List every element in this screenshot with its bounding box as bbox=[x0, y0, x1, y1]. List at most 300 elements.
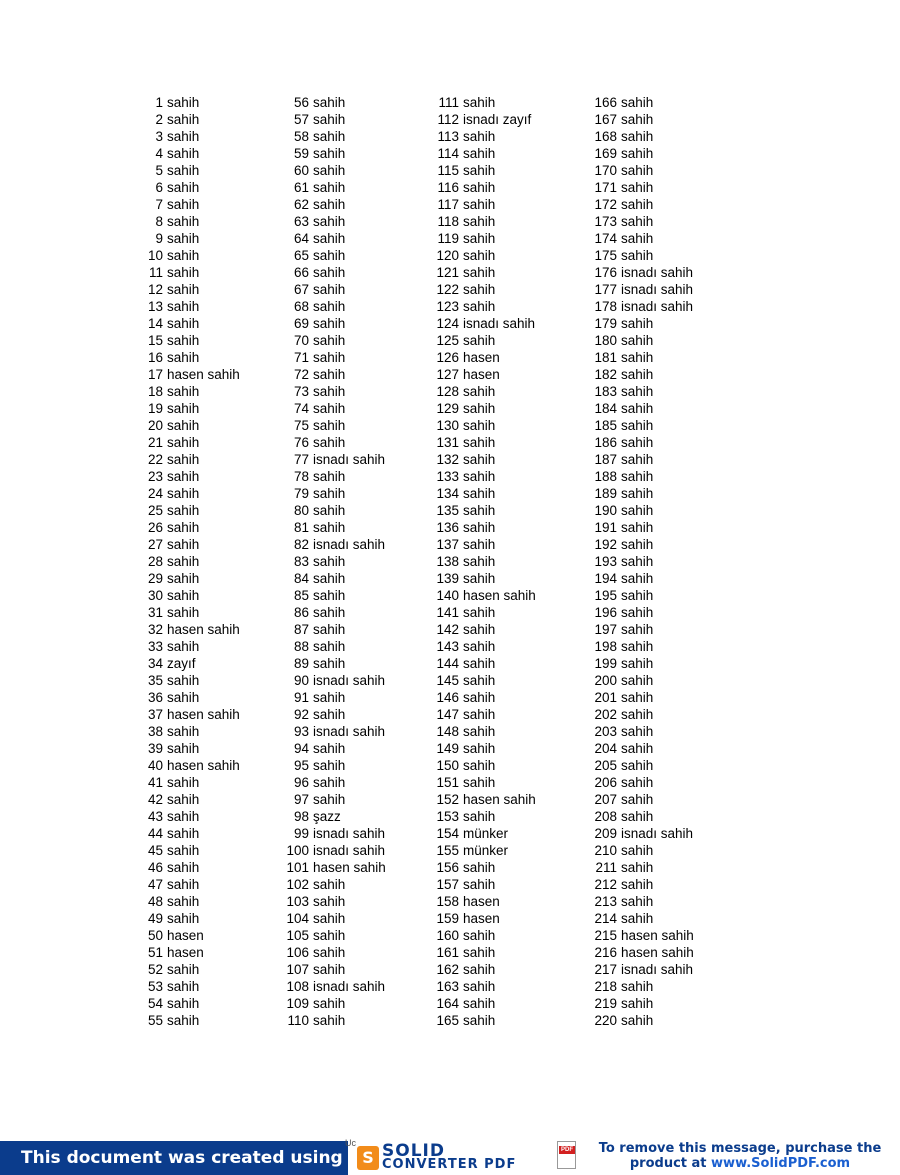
hadith-number: 90 bbox=[293, 673, 309, 688]
hadith-number: 64 bbox=[293, 231, 309, 246]
list-item bbox=[139, 961, 240, 978]
hadith-number: 6 bbox=[155, 180, 163, 195]
hadith-grade: sahih bbox=[463, 231, 496, 246]
list-item bbox=[431, 332, 536, 349]
hadith-number: 97 bbox=[293, 792, 309, 807]
hadith-grade: isnadı sahih bbox=[313, 826, 386, 841]
hadith-grade: sahih bbox=[463, 537, 496, 552]
list-item bbox=[139, 672, 240, 689]
list-item bbox=[139, 213, 240, 230]
hadith-number: 213 bbox=[594, 894, 617, 909]
hadith-number: 214 bbox=[594, 911, 617, 926]
hadith-number: 36 bbox=[147, 690, 163, 705]
hadith-number: 220 bbox=[594, 1013, 617, 1028]
hadith-grade: sahih bbox=[167, 503, 200, 518]
hadith-number: 203 bbox=[594, 724, 617, 739]
list-item bbox=[431, 536, 536, 553]
hadith-grade: isnadı sahih bbox=[621, 962, 694, 977]
hadith-number: 63 bbox=[293, 214, 309, 229]
list-item bbox=[139, 434, 240, 451]
list-item bbox=[282, 859, 386, 876]
hadith-grade: isnadı sahih bbox=[463, 316, 536, 331]
hadith-number: 40 bbox=[147, 758, 163, 773]
hadith-number: 181 bbox=[594, 350, 617, 365]
hadith-number: 17 bbox=[147, 367, 163, 382]
hadith-number: 177 bbox=[594, 282, 617, 297]
hadith-number: 107 bbox=[286, 962, 309, 977]
hadith-number: 206 bbox=[594, 775, 617, 790]
hadith-grade: sahih bbox=[167, 826, 200, 841]
list-item bbox=[590, 604, 694, 621]
list-item bbox=[282, 468, 386, 485]
list-item bbox=[590, 230, 694, 247]
list-item bbox=[431, 927, 536, 944]
hadith-number: 147 bbox=[436, 707, 459, 722]
hadith-number: 132 bbox=[436, 452, 459, 467]
hadith-number: 76 bbox=[293, 435, 309, 450]
list-item bbox=[282, 706, 386, 723]
hadith-grade: hasen bbox=[463, 367, 500, 382]
hadith-grade: sahih bbox=[463, 503, 496, 518]
hadith-grade: sahih bbox=[167, 690, 200, 705]
hadith-grade: sahih bbox=[621, 350, 654, 365]
list-item bbox=[282, 621, 386, 638]
hadith-grade: hasen bbox=[463, 350, 500, 365]
hadith-number: 79 bbox=[293, 486, 309, 501]
hadith-number: 98 bbox=[293, 809, 309, 824]
hadith-grade: sahih bbox=[313, 758, 346, 773]
list-item bbox=[282, 723, 386, 740]
hadith-number: 165 bbox=[436, 1013, 459, 1028]
list-item bbox=[139, 978, 240, 995]
list-item bbox=[282, 230, 386, 247]
hadith-number: 29 bbox=[147, 571, 163, 586]
hadith-number: 183 bbox=[594, 384, 617, 399]
hadith-grade: sahih bbox=[313, 146, 346, 161]
hadith-number: 199 bbox=[594, 656, 617, 671]
hadith-grade: sahih bbox=[463, 741, 496, 756]
hadith-number: 140 bbox=[436, 588, 459, 603]
hadith-number: 152 bbox=[436, 792, 459, 807]
list-item bbox=[282, 944, 386, 961]
hadith-number: 10 bbox=[147, 248, 163, 263]
hadith-grade: sahih bbox=[167, 775, 200, 790]
hadith-grade: sahih bbox=[463, 979, 496, 994]
hadith-number: 192 bbox=[594, 537, 617, 552]
list-item bbox=[590, 315, 694, 332]
hadith-grade: sahih bbox=[621, 401, 654, 416]
hadith-number: 12 bbox=[147, 282, 163, 297]
hadith-grade: sahih bbox=[463, 146, 496, 161]
hadith-number: 77 bbox=[293, 452, 309, 467]
hadith-number: 69 bbox=[293, 316, 309, 331]
hadith-grade: sahih bbox=[313, 435, 346, 450]
hadith-number: 169 bbox=[594, 146, 617, 161]
pdf-file-icon bbox=[557, 1141, 576, 1169]
hadith-number: 149 bbox=[436, 741, 459, 756]
hadith-number: 173 bbox=[594, 214, 617, 229]
hadith-grade: sahih bbox=[463, 605, 496, 620]
list-item bbox=[282, 842, 386, 859]
hadith-grade: sahih bbox=[167, 299, 200, 314]
hadith-number: 35 bbox=[147, 673, 163, 688]
hadith-number: 78 bbox=[293, 469, 309, 484]
hadith-grade: sahih bbox=[463, 520, 496, 535]
hadith-number: 66 bbox=[293, 265, 309, 280]
hadith-grade: sahih bbox=[621, 554, 654, 569]
solidpdf-link[interactable]: www.SolidPDF.com bbox=[711, 1156, 851, 1171]
hadith-number: 68 bbox=[293, 299, 309, 314]
hadith-number: 99 bbox=[293, 826, 309, 841]
hadith-grade: sahih bbox=[167, 843, 200, 858]
list-item bbox=[431, 196, 536, 213]
hadith-number: 52 bbox=[147, 962, 163, 977]
hadith-number: 166 bbox=[594, 95, 617, 110]
hadith-grade: sahih bbox=[313, 588, 346, 603]
hadith-number: 73 bbox=[293, 384, 309, 399]
hadith-number: 45 bbox=[147, 843, 163, 858]
list-item bbox=[139, 893, 240, 910]
hadith-grade: sahih bbox=[621, 860, 654, 875]
hadith-number: 145 bbox=[436, 673, 459, 688]
hadith-number: 67 bbox=[293, 282, 309, 297]
hadith-number: 126 bbox=[436, 350, 459, 365]
hadith-grade: sahih bbox=[313, 112, 346, 127]
hadith-number: 106 bbox=[286, 945, 309, 960]
hadith-grade: sahih bbox=[463, 197, 496, 212]
hadith-grade: sahih bbox=[167, 537, 200, 552]
list-item bbox=[139, 111, 240, 128]
hadith-grade: sahih bbox=[621, 656, 654, 671]
hadith-grade: münker bbox=[463, 843, 509, 858]
list-item bbox=[282, 434, 386, 451]
hadith-grade: isnadı sahih bbox=[313, 673, 386, 688]
hadith-number: 46 bbox=[147, 860, 163, 875]
hadith-grade: sahih bbox=[167, 809, 200, 824]
list-item bbox=[590, 247, 694, 264]
list-item bbox=[282, 332, 386, 349]
logo-badge-icon: S bbox=[357, 1146, 379, 1170]
list-item bbox=[139, 604, 240, 621]
hadith-number: 75 bbox=[293, 418, 309, 433]
hadith-number: 62 bbox=[293, 197, 309, 212]
hadith-number: 211 bbox=[595, 860, 617, 875]
hadith-grade: sahih bbox=[313, 707, 346, 722]
list-item bbox=[431, 621, 536, 638]
list-item bbox=[282, 315, 386, 332]
hadith-grade: sahih bbox=[463, 282, 496, 297]
hadith-grade: isnadı sahih bbox=[621, 265, 694, 280]
list-item bbox=[590, 808, 694, 825]
list-item bbox=[139, 757, 240, 774]
hadith-grade: sahih bbox=[167, 401, 200, 416]
hadith-number: 129 bbox=[436, 401, 459, 416]
hadith-grade: sahih bbox=[313, 877, 346, 892]
hadith-grade: hasen sahih bbox=[167, 367, 240, 382]
list-item bbox=[282, 179, 386, 196]
list-item bbox=[139, 281, 240, 298]
list-item bbox=[590, 128, 694, 145]
hadith-number: 178 bbox=[594, 299, 617, 314]
list-item bbox=[590, 366, 694, 383]
hadith-number: 176 bbox=[594, 265, 617, 280]
hadith-grade: sahih bbox=[463, 486, 496, 501]
hadith-grade: sahih bbox=[463, 180, 496, 195]
hadith-number: 53 bbox=[147, 979, 163, 994]
hadith-grade: sahih bbox=[313, 316, 346, 331]
hadith-grade: sahih bbox=[463, 299, 496, 314]
list-item bbox=[431, 281, 536, 298]
list-item bbox=[431, 417, 536, 434]
hadith-number: 96 bbox=[293, 775, 309, 790]
list-item bbox=[139, 723, 240, 740]
list-item bbox=[431, 247, 536, 264]
hadith-grade: sahih bbox=[313, 214, 346, 229]
hadith-number: 191 bbox=[594, 520, 617, 535]
hadith-number: 198 bbox=[594, 639, 617, 654]
list-item bbox=[282, 94, 386, 111]
hadith-grade: sahih bbox=[167, 452, 200, 467]
list-item bbox=[431, 349, 536, 366]
hadith-number: 180 bbox=[594, 333, 617, 348]
list-item bbox=[139, 502, 240, 519]
hadith-grade: sahih bbox=[313, 282, 346, 297]
hadith-grade: sahih bbox=[167, 1013, 200, 1028]
list-item bbox=[139, 859, 240, 876]
hadith-number: 9 bbox=[155, 231, 163, 246]
hadith-grade: sahih bbox=[463, 265, 496, 280]
hadith-number: 70 bbox=[293, 333, 309, 348]
hadith-grade: sahih bbox=[621, 95, 654, 110]
hadith-number: 160 bbox=[436, 928, 459, 943]
hadith-grade: sahih bbox=[313, 690, 346, 705]
hadith-number: 159 bbox=[436, 911, 459, 926]
list-item bbox=[590, 94, 694, 111]
hadith-number: 41 bbox=[147, 775, 163, 790]
list-item bbox=[282, 196, 386, 213]
hadith-number: 218 bbox=[594, 979, 617, 994]
hadith-grade: sahih bbox=[621, 316, 654, 331]
list-item bbox=[431, 230, 536, 247]
list-item bbox=[282, 400, 386, 417]
list-item bbox=[139, 264, 240, 281]
hadith-grade: sahih bbox=[621, 384, 654, 399]
hadith-grade: sahih bbox=[463, 724, 496, 739]
hadith-grade: sahih bbox=[313, 945, 346, 960]
hadith-grade: sahih bbox=[621, 248, 654, 263]
list-item bbox=[590, 196, 694, 213]
hadith-number: 23 bbox=[147, 469, 163, 484]
hadith-grade: sahih bbox=[463, 962, 496, 977]
list-item bbox=[282, 162, 386, 179]
hadith-grade: sahih bbox=[463, 129, 496, 144]
hadith-number: 130 bbox=[436, 418, 459, 433]
list-item bbox=[139, 791, 240, 808]
hadith-grade: sahih bbox=[463, 673, 496, 688]
list-item bbox=[431, 638, 536, 655]
list-item bbox=[590, 655, 694, 672]
hadith-grade: sahih bbox=[621, 231, 654, 246]
hadith-number: 116 bbox=[437, 180, 459, 195]
list-item bbox=[282, 383, 386, 400]
hadith-number: 209 bbox=[594, 826, 617, 841]
hadith-grade: sahih bbox=[167, 588, 200, 603]
hadith-number: 172 bbox=[594, 197, 617, 212]
hadith-number: 185 bbox=[594, 418, 617, 433]
hadith-grade: sahih bbox=[463, 401, 496, 416]
list-item bbox=[282, 485, 386, 502]
list-item bbox=[282, 961, 386, 978]
hadith-number: 207 bbox=[594, 792, 617, 807]
hadith-grade: sahih bbox=[313, 639, 346, 654]
hadith-number: 151 bbox=[436, 775, 459, 790]
list-item bbox=[590, 485, 694, 502]
hadith-grade: sahih bbox=[167, 554, 200, 569]
list-item bbox=[590, 434, 694, 451]
hadith-grade: isnadı sahih bbox=[313, 979, 386, 994]
list-item bbox=[139, 842, 240, 859]
hadith-grade: sahih bbox=[621, 843, 654, 858]
hadith-number: 162 bbox=[436, 962, 459, 977]
list-item bbox=[282, 995, 386, 1012]
banner-right-line-2 bbox=[595, 1156, 885, 1171]
list-item bbox=[431, 825, 536, 842]
hadith-number: 153 bbox=[436, 809, 459, 824]
list-item bbox=[139, 128, 240, 145]
hadith-number: 50 bbox=[147, 928, 163, 943]
hadith-grade: sahih bbox=[621, 673, 654, 688]
list-item bbox=[139, 553, 240, 570]
hadith-grade: sahih bbox=[463, 877, 496, 892]
hadith-grade: sahih bbox=[313, 401, 346, 416]
hadith-number: 136 bbox=[436, 520, 459, 535]
list-item bbox=[282, 978, 386, 995]
hadith-grade: sahih bbox=[621, 792, 654, 807]
hadith-number: 27 bbox=[147, 537, 163, 552]
hadith-grade: sahih bbox=[313, 384, 346, 399]
list-item bbox=[431, 570, 536, 587]
hadith-number: 1 bbox=[155, 95, 163, 110]
list-item bbox=[431, 961, 536, 978]
hadith-number: 60 bbox=[293, 163, 309, 178]
hadith-number: 204 bbox=[594, 741, 617, 756]
list-item bbox=[431, 978, 536, 995]
list-item bbox=[282, 791, 386, 808]
hadith-grade: sahih bbox=[167, 418, 200, 433]
list-item bbox=[431, 893, 536, 910]
list-item bbox=[590, 451, 694, 468]
hadith-grade: sahih bbox=[313, 486, 346, 501]
hadith-grade: sahih bbox=[463, 996, 496, 1011]
list-item bbox=[590, 264, 694, 281]
hadith-grade: sahih bbox=[313, 571, 346, 586]
list-item bbox=[282, 519, 386, 536]
hadith-grade: sahih bbox=[463, 690, 496, 705]
list-item bbox=[282, 247, 386, 264]
list-item bbox=[590, 944, 694, 961]
list-item bbox=[590, 332, 694, 349]
hadith-number: 161 bbox=[436, 945, 459, 960]
hadith-grade: sahih bbox=[621, 758, 654, 773]
hadith-grade: sahih bbox=[463, 860, 496, 875]
list-item bbox=[139, 383, 240, 400]
hadith-number: 208 bbox=[594, 809, 617, 824]
hadith-grade: sahih bbox=[621, 571, 654, 586]
list-item bbox=[282, 264, 386, 281]
list-item bbox=[431, 468, 536, 485]
hadith-grade: sahih bbox=[621, 639, 654, 654]
hadith-number: 119 bbox=[437, 231, 459, 246]
list-item bbox=[139, 417, 240, 434]
watermark-banner bbox=[0, 1140, 900, 1175]
list-item bbox=[431, 315, 536, 332]
hadith-grade: sahih bbox=[621, 520, 654, 535]
hadith-grade: sahih bbox=[463, 163, 496, 178]
list-item bbox=[590, 842, 694, 859]
list-item bbox=[282, 774, 386, 791]
list-item bbox=[590, 570, 694, 587]
list-item bbox=[431, 944, 536, 961]
hadith-number: 11 bbox=[148, 265, 163, 280]
hadith-number: 219 bbox=[594, 996, 617, 1011]
hadith-number: 128 bbox=[436, 384, 459, 399]
hadith-grade: sahih bbox=[463, 418, 496, 433]
hadith-grade: sahih bbox=[167, 129, 200, 144]
hadith-number: 48 bbox=[147, 894, 163, 909]
list-item bbox=[431, 213, 536, 230]
list-item bbox=[139, 536, 240, 553]
hadith-number: 92 bbox=[293, 707, 309, 722]
hadith-number: 110 bbox=[287, 1013, 309, 1028]
hadith-number: 193 bbox=[594, 554, 617, 569]
list-item bbox=[590, 417, 694, 434]
hadith-grade: sahih bbox=[313, 350, 346, 365]
logo-line-1: SOLID bbox=[382, 1141, 445, 1161]
hadith-number: 2 bbox=[155, 112, 163, 127]
list-item bbox=[431, 553, 536, 570]
hadith-number: 21 bbox=[147, 435, 163, 450]
list-item bbox=[590, 774, 694, 791]
hadith-grade: zayıf bbox=[167, 656, 196, 671]
hadith-number: 142 bbox=[436, 622, 459, 637]
hadith-grade: sahih bbox=[313, 180, 346, 195]
hadith-number: 170 bbox=[594, 163, 617, 178]
hadith-number: 39 bbox=[147, 741, 163, 756]
hadith-grade: sahih bbox=[167, 231, 200, 246]
hadith-number: 188 bbox=[594, 469, 617, 484]
banner-right-line-1: To remove this message, purchase the bbox=[598, 1141, 882, 1156]
hadith-grade: sahih bbox=[621, 418, 654, 433]
hadith-grade: sahih bbox=[167, 673, 200, 688]
list-item bbox=[590, 927, 694, 944]
logo-line-2: CONVERTER PDF bbox=[382, 1157, 517, 1172]
hadith-number: 101 bbox=[286, 860, 309, 875]
hadith-number: 58 bbox=[293, 129, 309, 144]
hadith-number: 117 bbox=[437, 197, 459, 212]
hadith-grade: sahih bbox=[167, 792, 200, 807]
hadith-grade: sahih bbox=[313, 911, 346, 926]
hadith-grade: sahih bbox=[621, 537, 654, 552]
hadith-number: 167 bbox=[594, 112, 617, 127]
hadith-grade: şazz bbox=[313, 809, 341, 824]
hadith-grade: sahih bbox=[313, 469, 346, 484]
list-item bbox=[282, 128, 386, 145]
list-item bbox=[282, 298, 386, 315]
hadith-number: 8 bbox=[155, 214, 163, 229]
hadith-grade: sahih bbox=[463, 571, 496, 586]
hadith-grade: sahih bbox=[313, 265, 346, 280]
list-item bbox=[590, 621, 694, 638]
